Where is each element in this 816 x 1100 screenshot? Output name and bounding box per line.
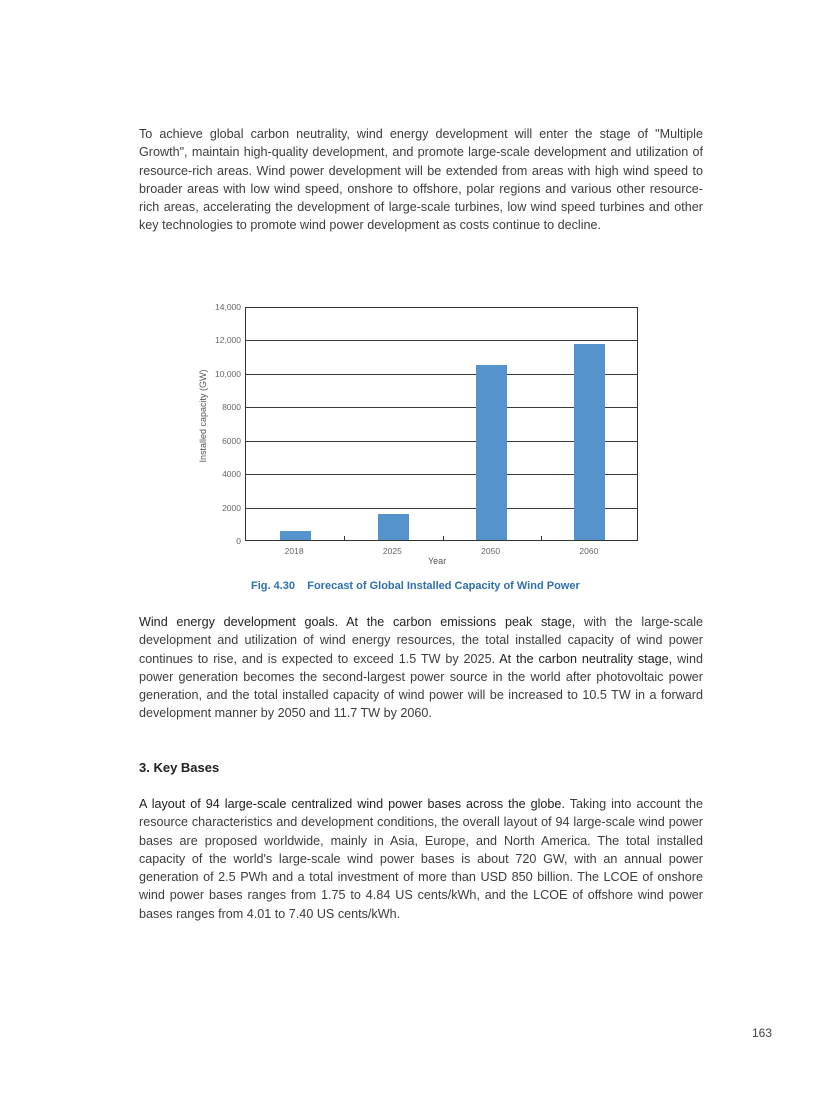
y-axis-label: Installed capacity (GW) bbox=[198, 369, 208, 463]
bar-2018 bbox=[280, 531, 311, 540]
y-tick-label: 10,000 bbox=[215, 368, 241, 379]
y-tick-label: 8000 bbox=[222, 402, 241, 413]
intro-paragraph: To achieve global carbon neutrality, wind energy development will enter the stage of "Multiple Growth", maintain high-quality development, and promote large-scale development and utilization of resource-rich areas. Wind power development will be extended from areas with high wind speed to broader areas with low wind speed, onshore to offshore, polar regions and various other resource-rich areas, accelerating the development of large-scale turbines, low wind speed turbines and other key technologies to promote wind power development as costs continue to decline. bbox=[139, 127, 703, 233]
bar-2050 bbox=[476, 365, 507, 541]
key-bases-paragraph bbox=[139, 795, 703, 923]
figure-caption: Fig. 4.30 Forecast of Global Installed Capacity of Wind Power bbox=[251, 580, 580, 592]
y-tick-label: 6000 bbox=[222, 435, 241, 446]
x-tick-mark bbox=[344, 536, 345, 540]
x-tick-label: 2025 bbox=[382, 546, 402, 556]
lead-text: At the carbon neutrality stage, bbox=[499, 651, 673, 666]
lead-text: A layout of 94 large-scale centralized wind power bases across the globe. bbox=[139, 797, 565, 811]
x-tick-label: 2018 bbox=[284, 546, 304, 556]
y-tick-label: 4000 bbox=[222, 469, 241, 480]
gridline bbox=[246, 340, 637, 341]
x-tick-mark bbox=[541, 536, 542, 540]
y-tick-label: 14,000 bbox=[215, 302, 241, 312]
page-number: 163 bbox=[752, 1026, 773, 1040]
body-text: with the large-scale development and utilization of wind energy resources, the total installed capacity of wind power continues to rise, and is expected to exceed 1.5 TW by 2025. bbox=[139, 615, 704, 666]
y-tick-label: 2000 bbox=[222, 502, 241, 513]
x-axis-label: Year bbox=[428, 556, 447, 566]
body-text: Taking into account the resource characteristics and development conditions, the overall layout of 94 large-scale wind power bases are proposed worldwide, mainly in Asia, Europe, and North America. The total installed capacity of the world's large-scale wind power bases is about 720 GW, with an annual power generation of 2.5 PWh and a total investment of more than USD 850 billion. The LCOE of onshore wind power bases ranges from 1.75 to 4.84 US cents/kWh, and the LCOE of offshore wind power bases ranges from 4.01 to 7.40 US cents/kWh. bbox=[139, 797, 704, 921]
y-tick-label: 12,000 bbox=[215, 335, 241, 346]
bar-2060 bbox=[574, 344, 605, 540]
bar-2025 bbox=[378, 514, 409, 540]
y-tick-label: 0 bbox=[236, 536, 241, 546]
lead-text: Wind energy development goals. At the carbon emissions peak stage, bbox=[139, 615, 576, 629]
wind-capacity-chart bbox=[195, 295, 655, 575]
x-tick-label: 2050 bbox=[481, 546, 501, 556]
body-text: wind power generation becomes the second-largest power source in the world after photovoltaic power generation, and the total installed capacity of wind power will be increased to 10.5 TW in a forward development manner by 2050 and 11.7 TW by 2060. bbox=[139, 651, 703, 721]
x-tick-label: 2060 bbox=[579, 546, 599, 556]
section-heading: 3. Key Bases bbox=[139, 760, 220, 775]
plot-area bbox=[245, 307, 638, 541]
x-tick-mark bbox=[443, 536, 444, 540]
goals-paragraph bbox=[139, 613, 703, 723]
